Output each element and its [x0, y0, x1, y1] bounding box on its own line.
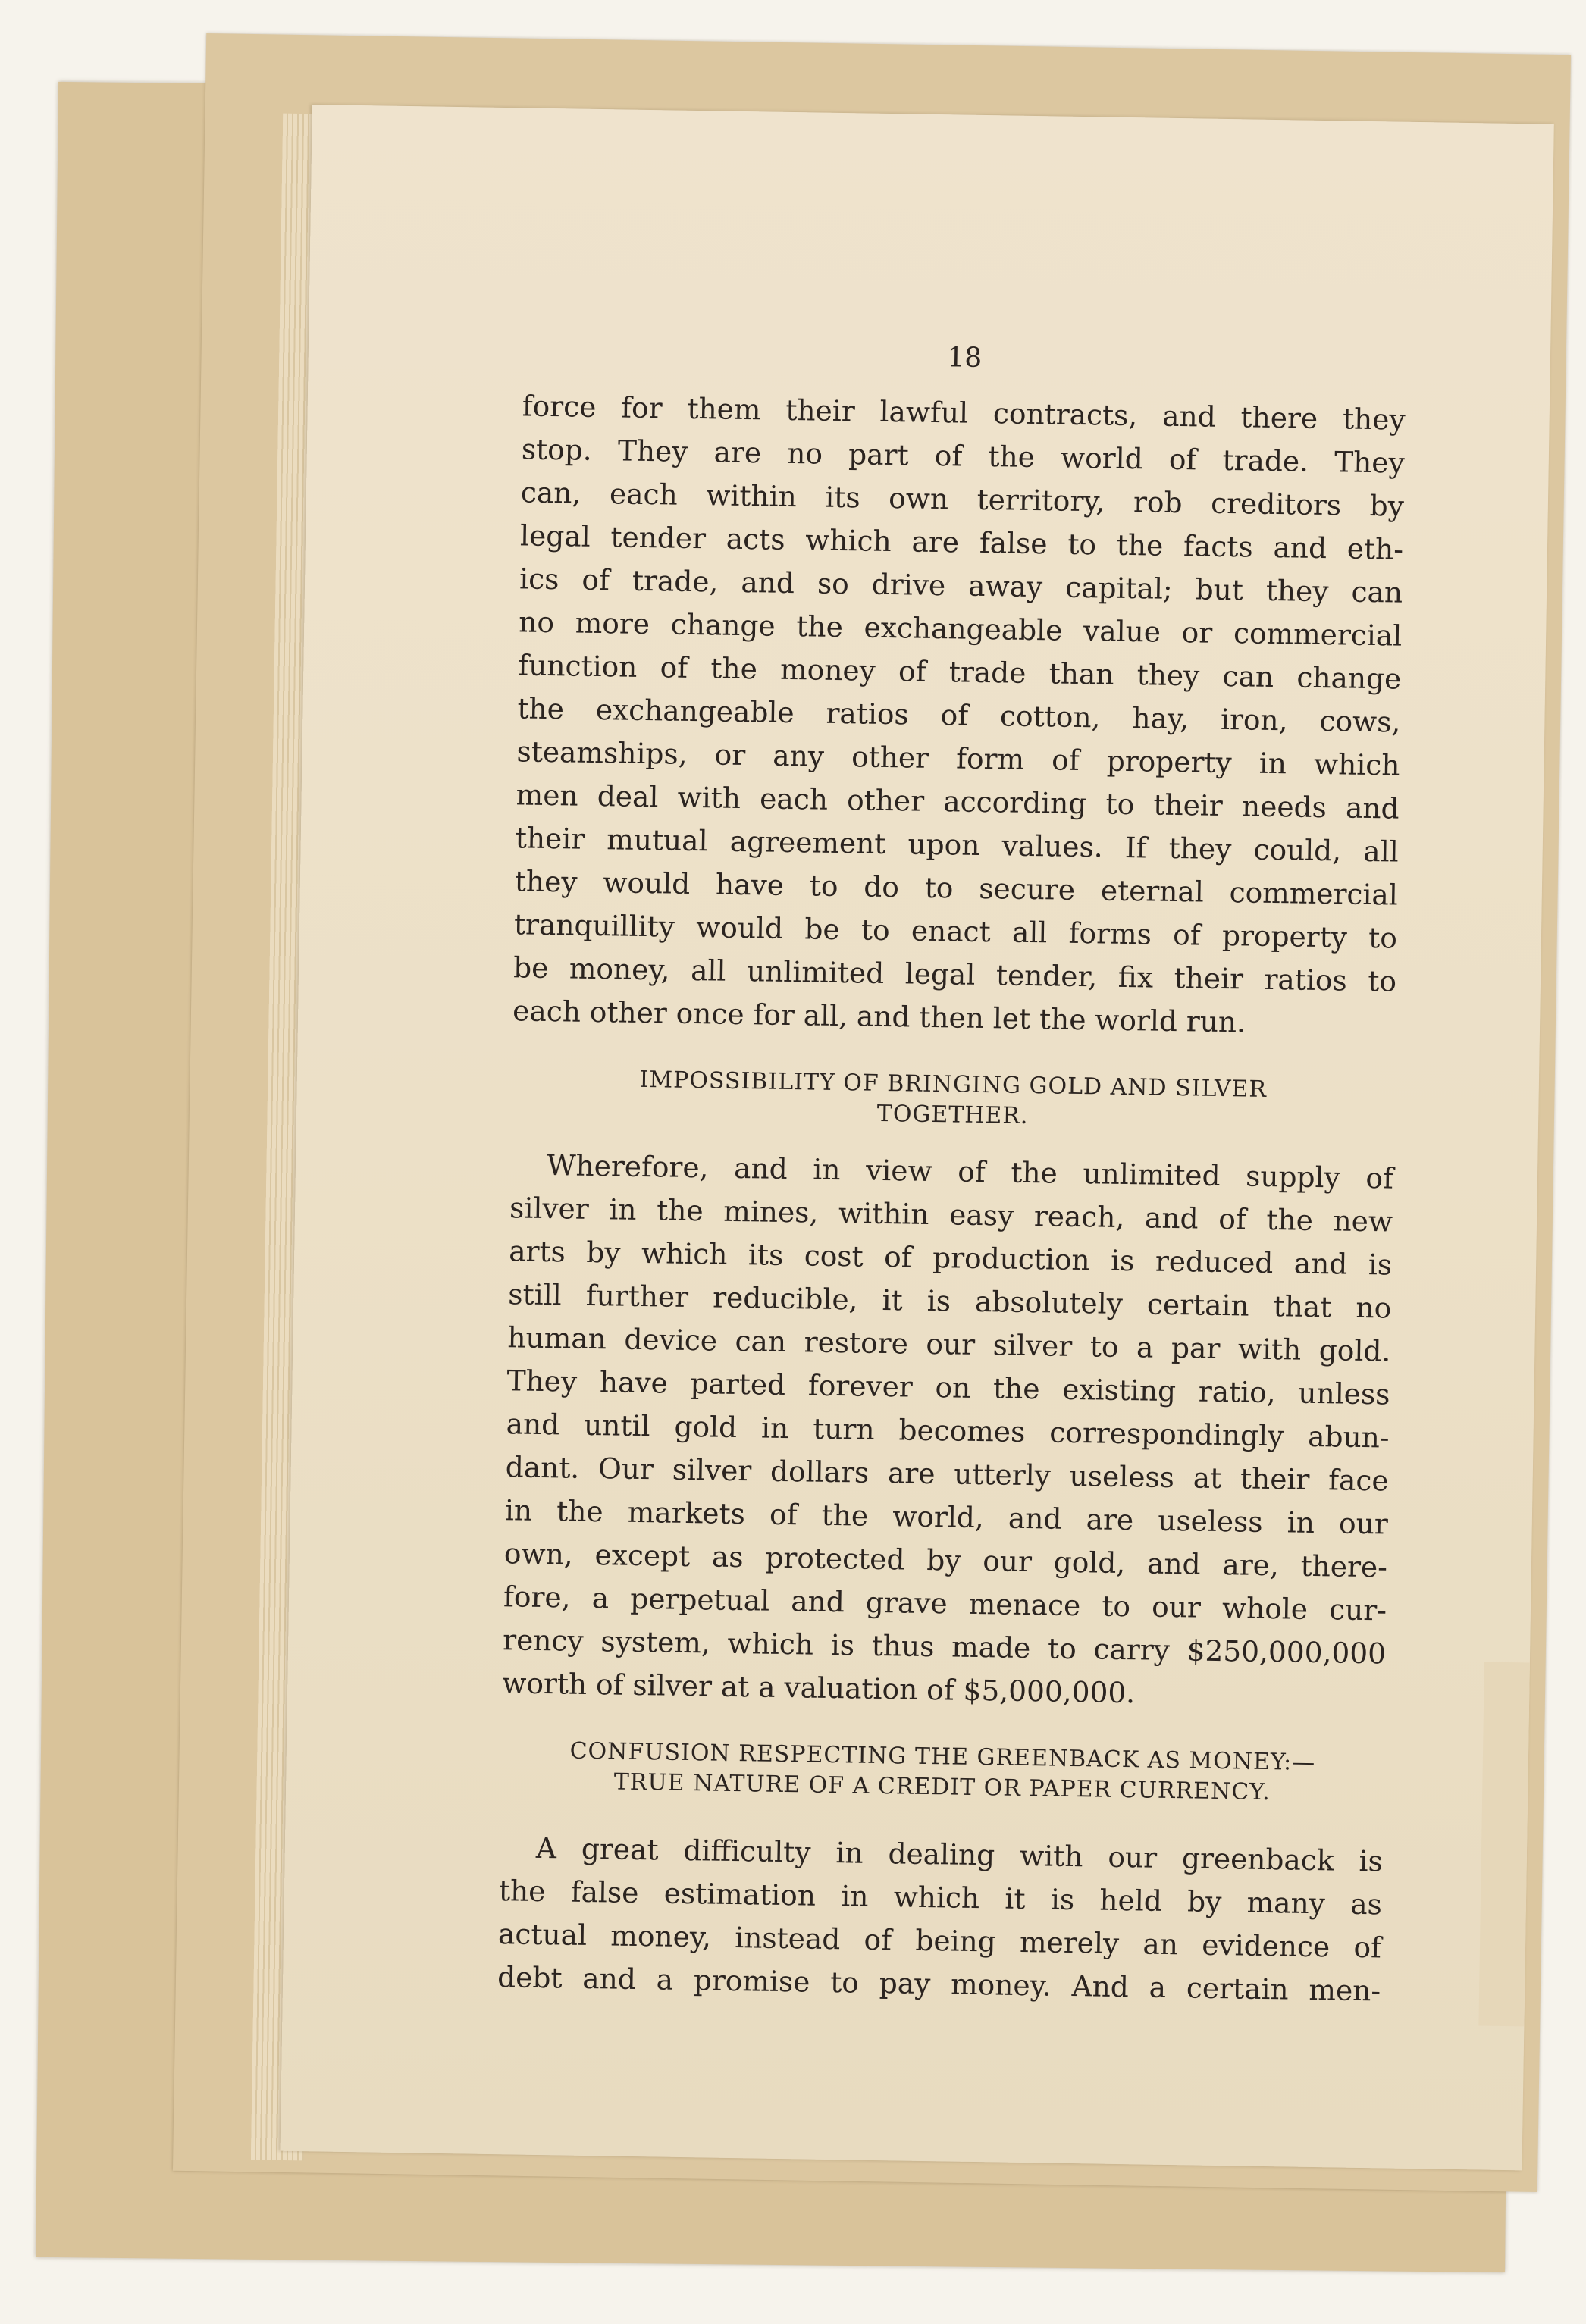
text-line: stop. They are no part of the world of trade. They: [521, 432, 1406, 480]
text-line: can, each within its own territory, rob creditors by: [520, 475, 1405, 523]
text-line: no more change the exchangeable value or commercial: [518, 605, 1403, 653]
text-line: actual money, instead of being merely an evidence of: [497, 1917, 1382, 1965]
page: [281, 105, 1554, 2170]
paragraph-1: [512, 384, 1406, 1046]
text-line: the exchangeable ratios of cotton, hay, iron, cows,: [517, 691, 1401, 739]
heading-line: TRUE NATURE OF A CREDIT OR PAPER CURRENCY.: [613, 1768, 1271, 1806]
text-line: their mutual agreement upon values. If they could, all: [515, 821, 1400, 869]
heading-line: TOGETHER.: [876, 1100, 1029, 1129]
text-line: they would have to do to secure eternal commercial: [514, 864, 1399, 912]
text-line: ics of trade, and so drive away capital; but they can: [519, 562, 1403, 609]
text-line: A great difficulty in dealing with our greenback is: [535, 1831, 1384, 1878]
text-line: fore, a perpetual and grave menace to our whole cur-: [503, 1580, 1387, 1627]
text-line: worth of silver at a valuation of $5,000,000.: [501, 1666, 1136, 1710]
text-line: still further reducible, it is absolutely certain that no: [508, 1277, 1392, 1325]
text-line: They have parted forever on the existing ratio, unless: [506, 1364, 1390, 1411]
text-line: rency system, which is thus made to carry $250,000,000: [502, 1623, 1387, 1671]
text-line: own, except as protected by our gold, and are, there-: [503, 1536, 1388, 1584]
text-line: legal tender acts which are false to the facts and eth-: [519, 518, 1404, 566]
paragraph-3: [497, 1826, 1383, 2012]
text-line: Wherefore, and in view of the unlimited supply of: [546, 1148, 1394, 1195]
page-number: 18: [947, 342, 983, 374]
text-line: debt and a promise to pay money. And a certain men-: [497, 1960, 1381, 2008]
text-line: be money, all unlimited legal tender, fix their ratios to: [512, 951, 1397, 998]
text-line: men deal with each other according to their needs and: [516, 778, 1400, 825]
text-line: force for them their lawful contracts, and there they: [522, 389, 1406, 437]
body-text: [497, 384, 1406, 2012]
text-line: function of the money of trade than they can change: [518, 648, 1402, 696]
text-line: arts by which its cost of production is reduced and is: [508, 1234, 1393, 1282]
text-line: dant. Our silver dollars are utterly useless at their face: [505, 1450, 1390, 1498]
heading-line: IMPOSSIBILITY OF BRINGING GOLD AND SILVER: [639, 1066, 1268, 1103]
text-line: in the markets of the world, and are useless in our: [504, 1493, 1389, 1541]
text-line: and until gold in turn becomes correspondingly abun-: [506, 1407, 1390, 1455]
text-line: human device can restore our silver to a par with gold.: [507, 1320, 1391, 1368]
text-line: each other once for all, and then let the world run.: [512, 994, 1246, 1039]
text-line: tranquillity would be to enact all forms of property to: [513, 907, 1398, 955]
text-line: silver in the mines, within easy reach, and of the new: [509, 1191, 1393, 1239]
text-line: steamships, or any other form of property in which: [516, 734, 1400, 782]
paragraph-2: [502, 1143, 1393, 1718]
text-line: the false estimation in which it is held by many as: [498, 1874, 1383, 1922]
heading-line: CONFUSION RESPECTING THE GREENBACK AS MONEY:—: [569, 1737, 1316, 1777]
page-tab: [1478, 1662, 1530, 2027]
